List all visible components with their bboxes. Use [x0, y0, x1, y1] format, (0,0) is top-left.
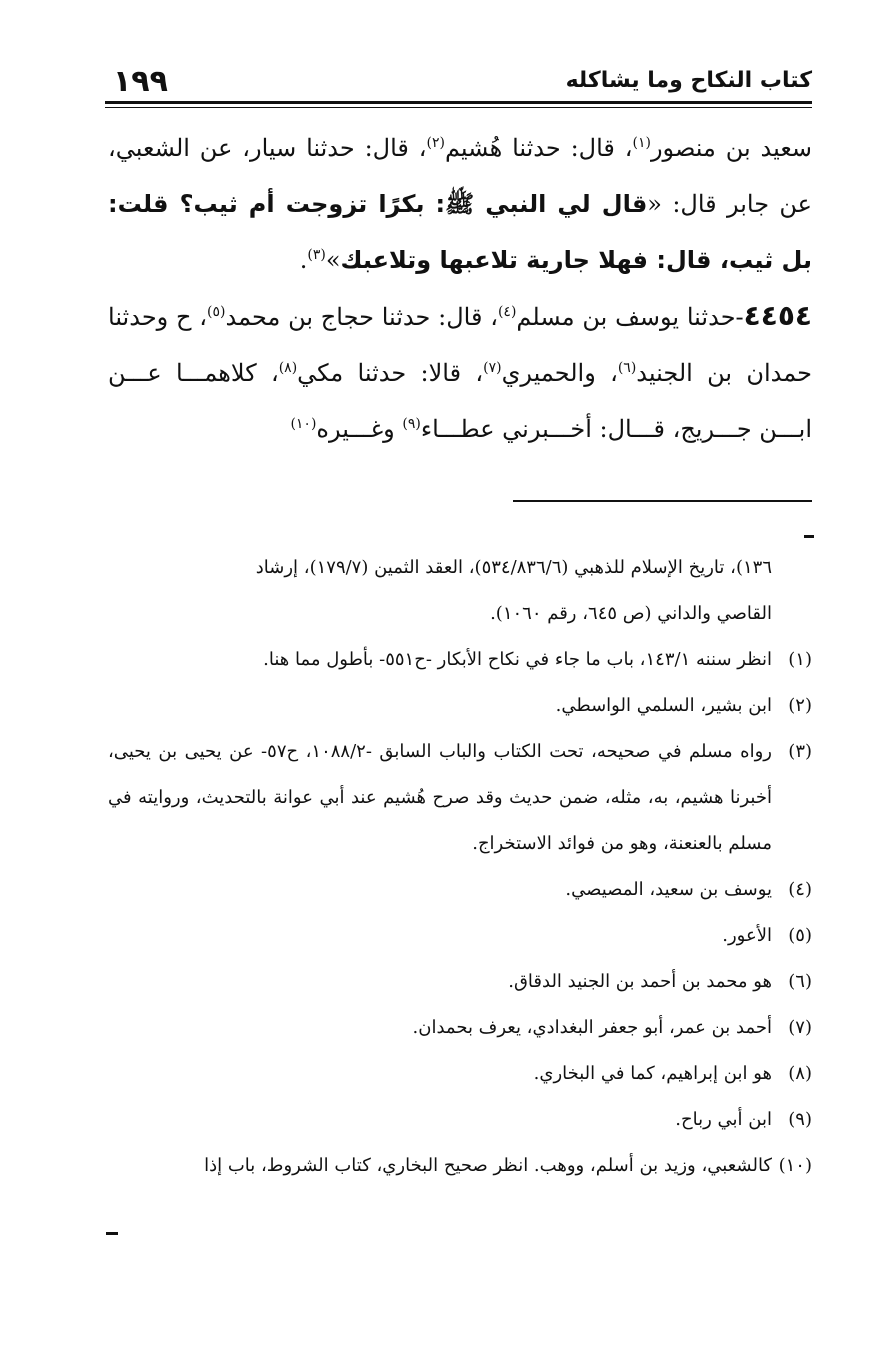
footnote-text: الأعور. [722, 925, 772, 946]
footnote-text: انظر سننه ١٤٣/١، باب ما جاء في نكاح الأبكار -ح٥٥١- بأطول مما هنا. [263, 649, 772, 670]
footnote-continuation: ١٣٦)، تاريخ الإسلام للذهبي (٥٣٤/٨٣٦/٦)، العقد الثمين (١٧٩/٧)، إرشاد [255, 557, 772, 578]
hadith-number: ٤٤٥٤ [743, 299, 812, 332]
footnote-item [108, 1143, 812, 1189]
footnotes [108, 545, 812, 1189]
page-header [105, 66, 812, 102]
continuation-mark-top [804, 535, 814, 538]
hadith-matn: قال لي النبي ﷺ: بكرًا تزوجت أم ثيب؟ قلت: بل ثيب، قال: فهلا جارية تلاعبها وتلاعبك [108, 190, 812, 274]
footnote-list [108, 637, 812, 1189]
footnote-ref: (١) [632, 135, 651, 151]
footnote-ref: (١٠) [290, 416, 317, 432]
footnote-item [108, 1051, 812, 1097]
footnote-separator [513, 500, 812, 502]
footnote-item [108, 683, 812, 729]
footnote-number: (٨) [788, 1063, 812, 1084]
footnote-ref: (٧) [483, 360, 502, 376]
footnote-item [108, 913, 812, 959]
continuation-mark-bottom [106, 1232, 118, 1235]
footnote-item [108, 867, 812, 913]
footnote-item [108, 1005, 812, 1051]
footnote-text: ابن بشير، السلمي الواسطي. [555, 695, 772, 716]
footnote-text: كالشعبي، وزيد بن أسلم، ووهب. انظر صحيح البخاري، كتاب الشروط، باب إذا [204, 1155, 772, 1176]
footnote-number: (٣) [788, 741, 813, 762]
page-number: ١٩٩ [113, 64, 168, 99]
footnote-ref: (٦) [617, 360, 637, 376]
main-text [108, 120, 812, 457]
footnote-ref: (٥) [207, 304, 226, 320]
footnote-number: (١) [788, 649, 812, 670]
footnote-number: (١٠) [778, 1155, 812, 1176]
footnote-number: (٢) [788, 695, 812, 716]
header-rule-thin [105, 107, 812, 108]
footnote-item [108, 637, 812, 683]
running-title: كتاب النكاح وما يشاكله [565, 68, 812, 93]
footnote-item [108, 959, 812, 1005]
footnote-ref: (٢) [426, 135, 445, 151]
footnote-number: (٩) [788, 1109, 812, 1130]
footnote-ref: (٨) [278, 360, 298, 376]
footnote-ref: (٤) [497, 304, 517, 320]
footnote-item [108, 1097, 812, 1143]
paragraph-hadith-continuation: سعيد بن منصور$^{(١)}$، قال: حدثنا هُشيم$^{(٢)}$، قال: حدثنا سيار، عن الشعبي، عن جابر قال: «قال لي النبي ﷺ: بكرًا تزوجت أم ثيب؟ قلت: بل ثيب، قال: فهلا جارية تلاعبها وتلاعبك»$^{(٣)}$. [108, 134, 813, 274]
footnote-text: أحمد بن عمر، أبو جعفر البغدادي، يعرف بحمدان. [412, 1017, 772, 1038]
footnote-text: يوسف بن سعيد، المصيصي. [565, 879, 772, 900]
footnote-ref: (٣) [307, 247, 326, 263]
footnote-text: هو ابن إبراهيم، كما في البخاري. [533, 1063, 772, 1084]
header-rule-thick [105, 101, 812, 104]
footnote-item [108, 729, 812, 867]
footnote-text: ابن أبي رباح. [675, 1109, 772, 1130]
footnote-number: (٤) [788, 879, 812, 900]
footnote-number: (٧) [788, 1017, 812, 1038]
footnote-ref: (٩) [402, 416, 421, 432]
footnote-number: (٥) [788, 925, 812, 946]
footnote-text: هو محمد بن أحمد بن الجنيد الدقاق. [508, 971, 772, 992]
footnote-number: (٦) [788, 971, 812, 992]
footnote-continuation: القاصي والداني (ص ٦٤٥، رقم ١٠٦٠). [490, 603, 772, 624]
footnote-text: رواه مسلم في صحيحه، تحت الكتاب والباب السابق -١٠٨٨/٢، ح٥٧- عن يحيى بن يحيى، أخبرنا هشيم، به، مثله، ضمن حديث وقد صرح هُشيم عند أبي عوانة بالتحديث، وروايته في مسلم بالعنعنة، وهو من فوائد الاستخراج. [108, 741, 773, 854]
paragraph-hadith-4454: ٤٤٥٤-حدثنا يوسف بن مسلم$^{(٤)}$، قال: حدثنا حجاج بن محمد$^{(٥)}$، ح وحدثنا حمدان بن الجنيد$^{(٦)}$، والحميري$^{(٧)}$، قالا: حدثنا مكي$^{(٨)}$، كلاهمـــا عـــن ابـــن جـــريج، قـــال: أخـــبرني عطـــاء$^{(٩)}$ وغـــيره$^{(١٠)}$ [108, 299, 812, 443]
